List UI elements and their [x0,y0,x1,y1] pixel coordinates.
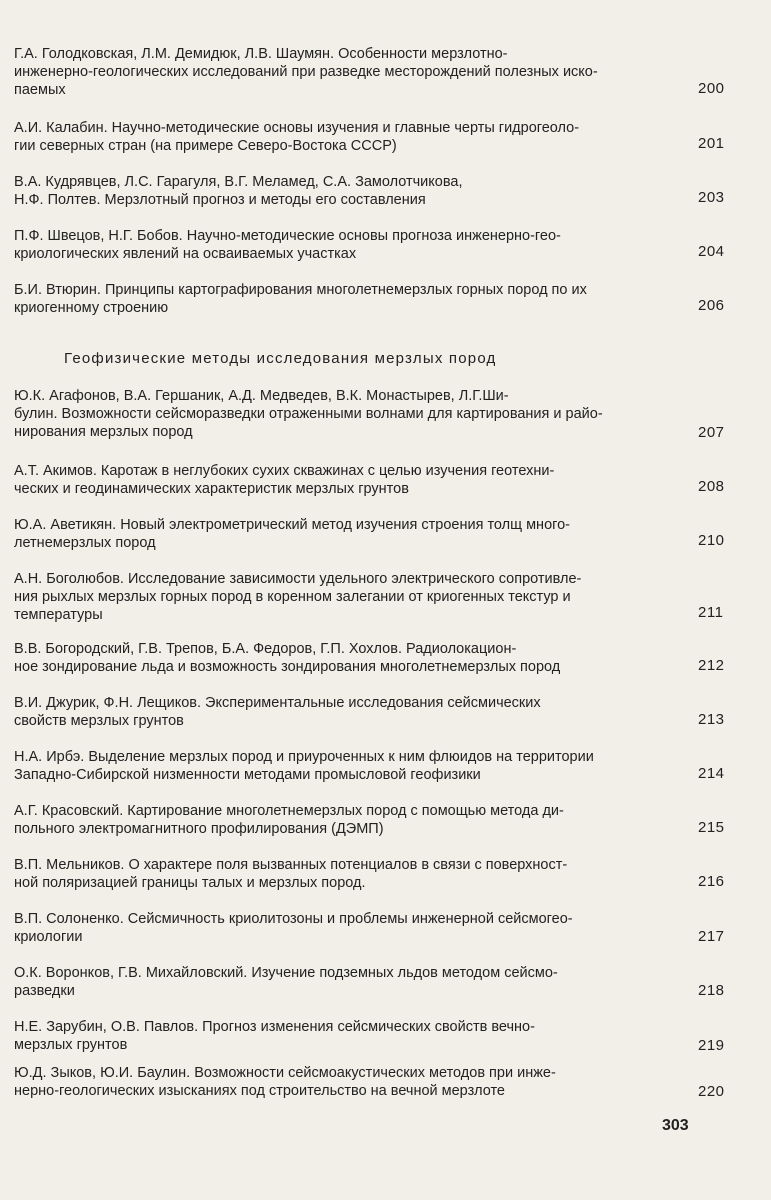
entry-line: А.Т. Акимов. Каротаж в неглубоких сухих скважинах с целью изучения геотехни- [14,463,555,479]
entry-line: температуры [14,607,103,623]
toc-entry [14,173,734,209]
toc-entry [14,640,734,676]
entry-line: Н.А. Ирбэ. Выделение мерзлых пород и приуроченных к ним флюидов на территории [14,749,594,765]
page-reference: 220 [698,1083,725,1100]
entry-line: П.Ф. Швецов, Н.Г. Бобов. Научно-методические основы прогноза инженерно-гео- [14,228,561,244]
toc-entry [14,694,734,730]
entry-line: летнемерзлых пород [14,535,156,551]
entry-line: Ю.А. Аветикян. Новый электрометрический метод изучения строения толщ много- [14,517,570,533]
entry-line: Б.И. Втюрин. Принципы картографирования многолетнемерзлых горных пород по их [14,282,587,298]
toc-entry [14,1064,734,1100]
entry-line: мерзлых грунтов [14,1037,128,1053]
toc-entry [14,802,734,838]
page-reference: 217 [698,928,725,945]
page-reference: 213 [698,711,725,728]
page-reference: 219 [698,1037,725,1054]
toc-entry [14,281,734,317]
page-reference: 204 [698,243,725,260]
page-reference: 215 [698,819,725,836]
entry-line: инженерно-геологических исследований при разведке месторождений полезных иско- [14,64,598,80]
page-number: 303 [662,1117,689,1134]
page-reference: 212 [698,657,725,674]
entry-line: А.И. Калабин. Научно-методические основы изучения и главные черты гидрогеоло- [14,120,580,136]
entry-line: Ю.К. Агафонов, В.А. Гершаник, А.Д. Медведев, В.К. Монастырев, Л.Г.Ши- [14,388,509,404]
entry-line: Н.Е. Зарубин, О.В. Павлов. Прогноз изменения сейсмических свойств вечно- [14,1019,535,1035]
toc-entry [14,1018,734,1054]
page-reference: 208 [698,478,725,495]
entry-line: нерно-геологических изысканиях под строительство на вечной мерзлоте [14,1083,505,1099]
toc-entry [14,570,734,624]
entry-line: В.П. Мельников. О характере поля вызванных потенциалов в связи с поверхност- [14,857,568,873]
entry-line: паемых [14,82,66,98]
page-reference: 206 [698,297,725,314]
toc-entry [14,910,734,946]
entry-line: ной поляризацией границы талых и мерзлых пород. [14,875,366,891]
entry-line: В.А. Кудрявцев, Л.С. Гарагуля, В.Г. Меламед, С.А. Замолотчикова, [14,174,463,190]
entry-line: польного электромагнитного профилирования (ДЭМП) [14,821,384,837]
entry-line: криогенному строению [14,300,169,316]
entry-line: гии северных стран (на примере Северо-Востока СССР) [14,138,397,154]
entry-line: Западно-Сибирской низменности методами промысловой геофизики [14,767,481,783]
entry-line: В.П. Солоненко. Сейсмичность криолитозоны и проблемы инженерной сейсмогео- [14,911,573,927]
entry-line: нирования мерзлых пород [14,424,193,440]
entry-line: свойств мерзлых грунтов [14,713,184,729]
page-reference: 210 [698,532,725,549]
page-reference: 218 [698,982,725,999]
page-reference: 207 [698,424,725,441]
entry-line: В.И. Джурик, Ф.Н. Лещиков. Экспериментальные исследования сейсмических [14,695,541,711]
entry-line: булин. Возможности сейсморазведки отраженными волнами для картирования и райо- [14,406,603,422]
entry-line: ное зондирование льда и возможность зондирования многолетнемерзлых пород [14,659,561,675]
section-heading: Геофизические методы исследования мерзлых пород [64,350,497,367]
toc-entry [14,45,734,99]
entry-line: криологии [14,929,83,945]
page-reference: 214 [698,765,725,782]
entry-line: А.Н. Боголюбов. Исследование зависимости удельного электрического сопротивле- [14,571,582,587]
toc-entry [14,856,734,892]
page-reference: 216 [698,873,725,890]
toc-entry [14,748,734,784]
entry-line: ческих и геодинамических характеристик мерзлых грунтов [14,481,409,497]
toc-entry [14,227,734,263]
entry-line: криологических явлений на осваиваемых участках [14,246,357,262]
entry-line: О.К. Воронков, Г.В. Михайловский. Изучение подземных льдов методом сейсмо- [14,965,558,981]
toc-entry [14,119,734,155]
entry-line: Н.Ф. Полтев. Мерзлотный прогноз и методы его составления [14,192,426,208]
page-reference: 203 [698,189,725,206]
entry-line: А.Г. Красовский. Картирование многолетнемерзлых пород с помощью метода ди- [14,803,564,819]
entry-line: разведки [14,983,75,999]
page-reference: 201 [698,135,725,152]
entry-line: Ю.Д. Зыков, Ю.И. Баулин. Возможности сейсмоакустических методов при инже- [14,1065,556,1081]
page-reference: 200 [698,80,725,97]
toc-entry [14,964,734,1000]
entry-line: Г.А. Голодковская, Л.М. Демидюк, Л.В. Шаумян. Особенности мерзлотно- [14,46,508,62]
toc-entry [14,462,734,498]
entry-line: В.В. Богородский, Г.В. Трепов, Б.А. Федоров, Г.П. Хохлов. Радиолокацион- [14,641,517,657]
page-reference: 211 [698,604,724,621]
toc-entry [14,516,734,552]
entry-line: ния рыхлых мерзлых горных пород в коренном залегании от криогенных текстур и [14,589,571,605]
toc-entry [14,387,734,441]
